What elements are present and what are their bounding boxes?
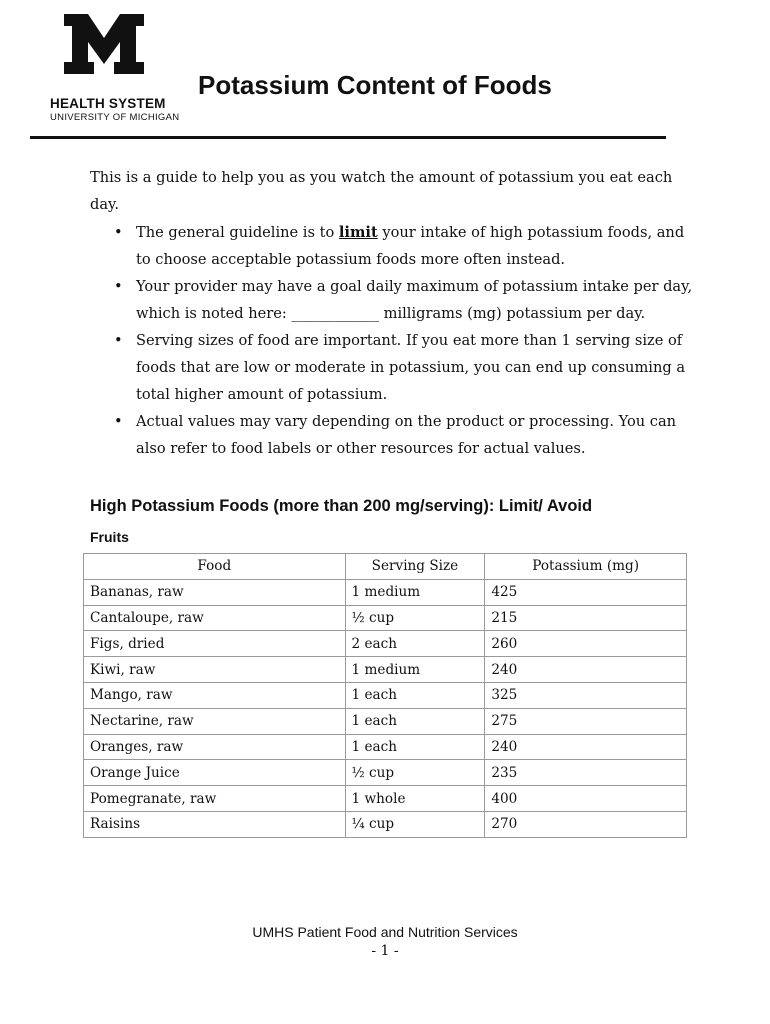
food-cell: Pomegranate, raw — [84, 786, 346, 812]
serving-cell: 2 each — [345, 631, 485, 657]
potassium-cell: 235 — [485, 760, 687, 786]
column-header: Serving Size — [345, 554, 485, 580]
food-cell: Figs, dried — [84, 631, 346, 657]
serving-cell: 1 each — [345, 708, 485, 734]
potassium-cell: 270 — [485, 811, 687, 837]
potassium-cell: 240 — [485, 657, 687, 683]
guideline-text: The general guideline is to — [136, 224, 339, 241]
food-cell: Orange Juice — [84, 760, 346, 786]
table-row — [84, 682, 687, 708]
potassium-cell: 215 — [485, 605, 687, 631]
guideline-list — [136, 219, 696, 462]
guideline-text: your intake of high potassium foods, and to choose acceptable potassium foods more often instead. — [136, 224, 685, 268]
potassium-cell: 240 — [485, 734, 687, 760]
intro-paragraph: This is a guide to help you as you watch the amount of potassium you eat each day. — [90, 169, 673, 213]
table-row — [84, 657, 687, 683]
potassium-table — [83, 553, 687, 838]
column-header: Potassium (mg) — [485, 554, 687, 580]
table-row — [84, 579, 687, 605]
column-header: Food — [84, 554, 346, 580]
table-row — [84, 786, 687, 812]
potassium-cell: 400 — [485, 786, 687, 812]
guideline-item: • Your provider may have a goal daily maximum of potassium intake per day, which is noted here: ____________ milligrams (mg) potassium per day. — [136, 273, 696, 327]
food-cell: Bananas, raw — [84, 579, 346, 605]
serving-cell: 1 each — [345, 682, 485, 708]
table-row — [84, 605, 687, 631]
serving-cell: 1 medium — [345, 579, 485, 605]
subsection-heading: Fruits — [90, 529, 129, 545]
potassium-cell: 425 — [485, 579, 687, 605]
table-row — [84, 734, 687, 760]
potassium-cell: 260 — [485, 631, 687, 657]
food-cell: Oranges, raw — [84, 734, 346, 760]
block-m-logo-icon — [64, 14, 144, 74]
logo — [34, 14, 180, 123]
guideline-item: • Serving sizes of food are important. If you eat more than 1 serving size of foods that are low or moderate in potassium, you can end up consuming a total higher amount of potassium. — [136, 327, 696, 408]
guideline-item — [136, 219, 696, 273]
page-number: - 1 - — [371, 943, 399, 959]
serving-cell: 1 each — [345, 734, 485, 760]
guideline-item: • Actual values may vary depending on the product or processing. You can also refer to food labels or other resources for actual values. — [136, 408, 696, 462]
potassium-cell: 275 — [485, 708, 687, 734]
food-cell: Raisins — [84, 811, 346, 837]
food-cell: Mango, raw — [84, 682, 346, 708]
serving-cell: 1 medium — [345, 657, 485, 683]
limit-emphasis: limit — [338, 224, 378, 241]
serving-cell: 1 whole — [345, 786, 485, 812]
table-row — [84, 811, 687, 837]
table-row — [84, 760, 687, 786]
logo-university: UNIVERSITY OF MICHIGAN — [50, 112, 180, 123]
serving-cell: ½ cup — [345, 760, 485, 786]
food-cell: Nectarine, raw — [84, 708, 346, 734]
footer-organization: UMHS Patient Food and Nutrition Services — [252, 924, 518, 940]
page-title: Potassium Content of Foods — [198, 70, 552, 100]
potassium-cell: 325 — [485, 682, 687, 708]
section-heading: High Potassium Foods (more than 200 mg/serving): Limit/ Avoid — [90, 497, 593, 515]
table-header-row — [84, 554, 687, 580]
table-row — [84, 708, 687, 734]
food-cell: Cantaloupe, raw — [84, 605, 346, 631]
serving-cell: ¼ cup — [345, 811, 485, 837]
title-divider — [30, 136, 666, 139]
table-row — [84, 631, 687, 657]
food-cell: Kiwi, raw — [84, 657, 346, 683]
serving-cell: ½ cup — [345, 605, 485, 631]
logo-health-system: HEALTH SYSTEM — [50, 96, 166, 111]
